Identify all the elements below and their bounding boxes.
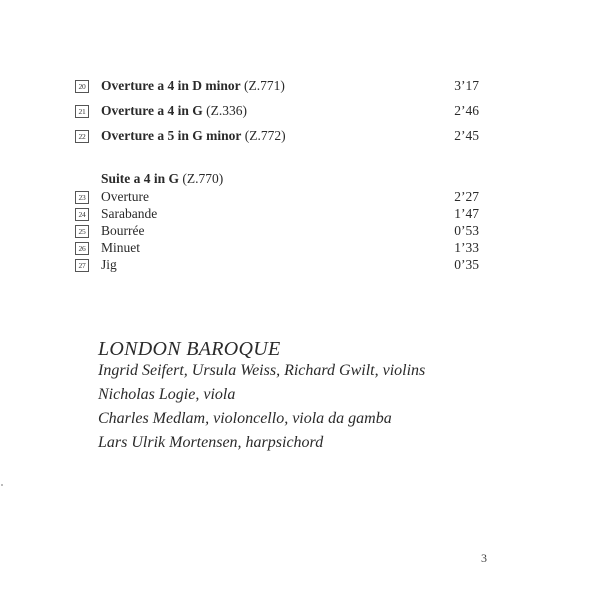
ensemble-member: Nicholas Logie, viola [98, 386, 236, 403]
track-title-catalog: (Z.772) [244, 128, 286, 143]
track-number: 26 [75, 242, 89, 255]
track-duration: 1’33 [454, 240, 479, 255]
track-duration: 2’45 [454, 128, 479, 143]
track-duration: 2’46 [454, 103, 479, 118]
movement-title: Minuet [101, 240, 140, 255]
track-duration: 2’27 [454, 189, 479, 204]
track-row [75, 77, 479, 95]
suite-heading-main: Suite a 4 in G [101, 171, 180, 186]
movement-title: Bourrée [101, 223, 145, 238]
movement-row [75, 205, 479, 223]
track-title-main: Overture a 4 in D minor [101, 78, 241, 93]
track-row [75, 102, 479, 120]
track-title-main: Overture a 5 in G minor [101, 128, 242, 143]
track-number: 22 [75, 130, 89, 143]
track-number: 23 [75, 191, 89, 204]
track-number: 21 [75, 105, 89, 118]
ensemble-member: Ingrid Seifert, Ursula Weiss, Richard Gwilt, violins [98, 362, 426, 379]
movement-row [75, 256, 479, 274]
track-number: 24 [75, 208, 89, 221]
movement-title: Overture [101, 189, 149, 204]
track-title [101, 78, 285, 94]
track-duration: 3’17 [454, 78, 479, 93]
track-title-main: Overture a 4 in G [101, 103, 203, 118]
track-duration: 0’35 [454, 257, 479, 272]
ensemble-member: Lars Ulrik Mortensen, harpsichord [98, 434, 324, 451]
track-title [101, 103, 247, 119]
suite-heading-catalog: (Z.770) [182, 171, 224, 186]
movement-title: Jig [101, 257, 117, 272]
movement-row [75, 222, 479, 240]
track-duration: 1’47 [454, 206, 479, 221]
movement-title: Sarabande [101, 206, 158, 221]
ensemble-name: LONDON BAROQUE [98, 338, 281, 360]
track-duration: 0’53 [454, 223, 479, 238]
track-number: 25 [75, 225, 89, 238]
track-title-catalog: (Z.771) [243, 78, 285, 93]
track-number: 27 [75, 259, 89, 272]
page-number: 3 [481, 551, 487, 565]
movement-row [75, 239, 479, 257]
movement-row [75, 188, 479, 206]
track-title-catalog: (Z.336) [206, 103, 247, 118]
track-row [75, 127, 479, 145]
scan-speck [1, 484, 3, 486]
track-title [101, 128, 286, 144]
ensemble-member: Charles Medlam, violoncello, viola da gamba [98, 410, 392, 427]
suite-heading [101, 171, 223, 187]
track-number: 20 [75, 80, 89, 93]
